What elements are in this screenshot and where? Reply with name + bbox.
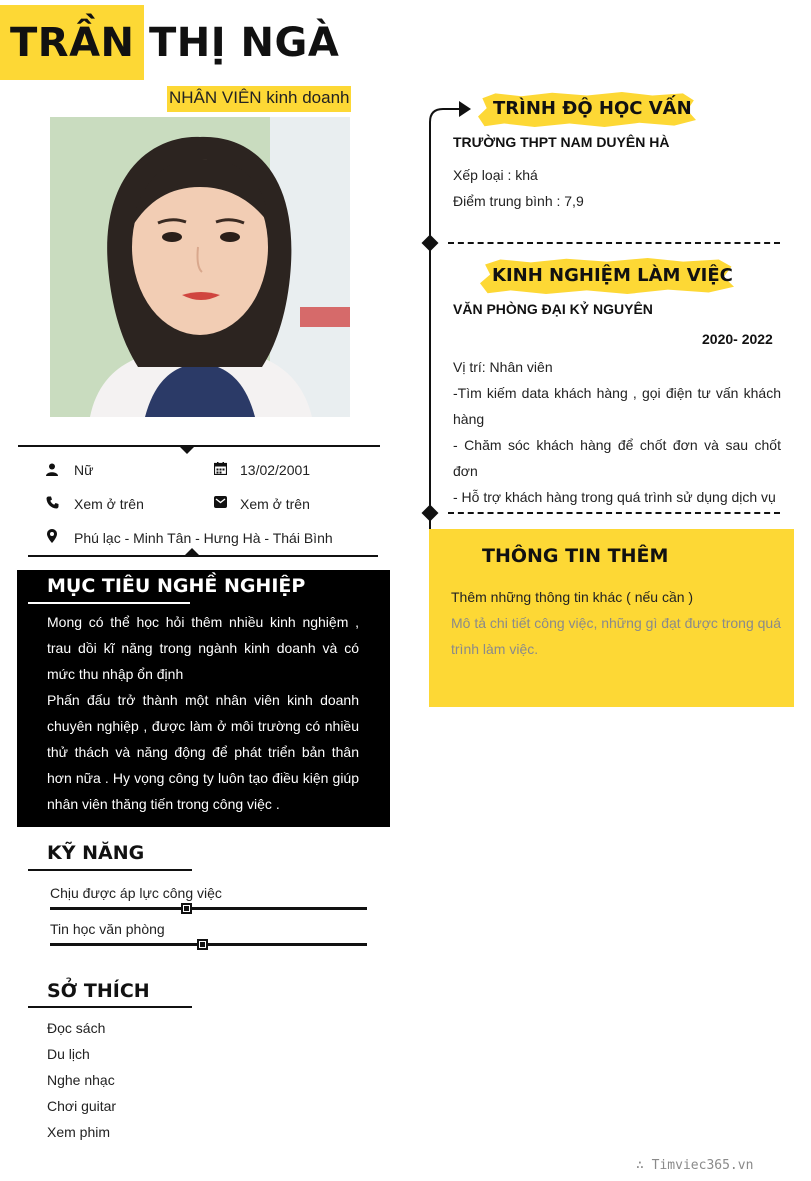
skills-title: KỸ NĂNG: [47, 842, 145, 864]
location-pin-icon: [45, 529, 59, 543]
section-divider: [448, 242, 780, 244]
user-icon: [45, 462, 59, 476]
skills-title-underline: [28, 869, 192, 871]
profile-photo: [50, 117, 350, 417]
contact-top-pointer: [179, 446, 195, 454]
hobbies-title-underline: [28, 1006, 192, 1008]
mail-icon: [213, 495, 227, 509]
birthday-value: 13/02/2001: [240, 462, 311, 478]
phone-value: Xem ở trên: [74, 496, 144, 512]
hobbies-title: SỞ THÍCH: [47, 980, 150, 1002]
objective-body: [47, 609, 359, 817]
candidate-name: TRẦN THỊ NGÀ: [10, 20, 340, 66]
contact-bottom-rule: [28, 555, 378, 557]
watermark-text: Timviec365.vn: [651, 1158, 754, 1173]
extra-title: THÔNG TIN THÊM: [482, 545, 669, 567]
experience-details: [453, 354, 781, 510]
objective-paragraph-2: Phấn đấu trở thành một nhân viên kinh doanh chuyên nghiệp , được làm ở môi trường có nhiều thử thách và năng động để phát triển bản thân hơn nữa . Hy vọng công ty luôn tạo điều kiện giúp nhân viên thăng tiến trong công việc .: [47, 692, 359, 812]
experience-title: KINH NGHIỆM LÀM VIỆC: [492, 265, 733, 286]
experience-position: Vị trí: Nhân viên: [453, 359, 553, 375]
company-name: VĂN PHÒNG ĐẠI KỶ NGUYÊN: [453, 301, 653, 317]
objective-title-underline: [28, 602, 190, 604]
contact-top-rule: [18, 445, 380, 447]
experience-period: 2020- 2022: [702, 331, 773, 347]
skill-label: Tin học văn phòng: [50, 921, 165, 937]
school-name: TRƯỜNG THPT NAM DUYÊN HÀ: [453, 134, 670, 150]
hobby-item: Chơi guitar: [47, 1098, 117, 1114]
experience-duty: -Tìm kiếm data khách hàng , gọi điện tư vấn khách hàng: [453, 385, 781, 427]
education-rank: Xếp loại : khá: [453, 167, 538, 183]
skill-bar: [50, 907, 367, 910]
education-gpa: Điểm trung bình : 7,9: [453, 193, 584, 209]
experience-duty: - Hỗ trợ khách hàng trong quá trình sử dụng dịch vụ: [453, 489, 776, 505]
hobby-item: Đọc sách: [47, 1020, 106, 1036]
education-title: TRÌNH ĐỘ HỌC VẤN: [493, 98, 692, 119]
hobby-item: Du lịch: [47, 1046, 90, 1062]
email-value: Xem ở trên: [240, 496, 310, 512]
phone-icon: [45, 495, 59, 509]
extra-line-1: Thêm những thông tin khác ( nếu cần ): [451, 589, 694, 605]
objective-paragraph-1: Mong có thể học hỏi thêm nhiều kinh nghiệm , trau dồi kĩ năng trong ngành kinh doanh và có mức thu nhập ổn định: [47, 614, 359, 682]
skill-label: Chịu được áp lực công việc: [50, 885, 222, 901]
hobby-item: Xem phim: [47, 1124, 111, 1140]
address-value: Phú lạc - Minh Tân - Hưng Hà - Thái Bình: [74, 530, 333, 546]
skill-bar: [50, 943, 367, 946]
watermark-dots: ∴: [636, 1158, 652, 1173]
job-title: NHÂN VIÊN kinh doanh: [167, 86, 351, 112]
calendar-icon: [213, 461, 227, 475]
skill-level-marker: [197, 939, 208, 950]
skill-level-marker: [181, 903, 192, 914]
hobby-item: Nghe nhạc: [47, 1072, 115, 1088]
extra-line-2: Mô tả chi tiết công việc, những gì đạt được trong quá trình làm việc.: [451, 615, 781, 657]
watermark: [636, 1158, 753, 1173]
objective-title: MỤC TIÊU NGHỀ NGHIỆP: [47, 575, 306, 597]
experience-duty: - Chăm sóc khách hàng để chốt đơn và sau chốt đơn: [453, 437, 781, 479]
section-divider: [448, 512, 780, 514]
gender-value: Nữ: [74, 462, 94, 478]
